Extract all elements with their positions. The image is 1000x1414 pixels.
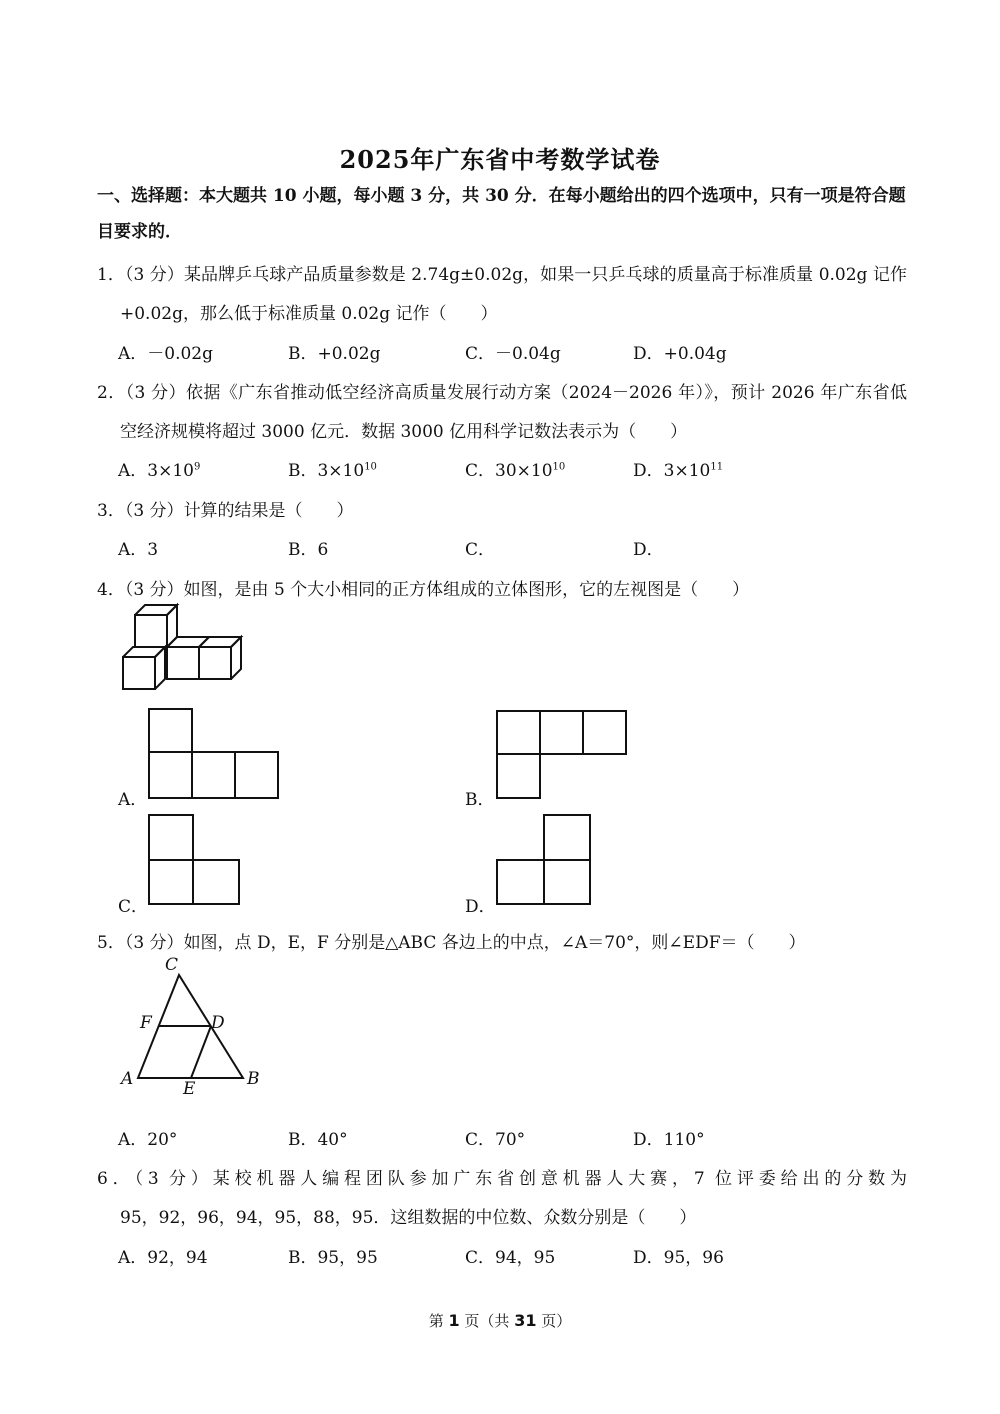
question-2-option-a: A．$3\times 10^9$ [118,461,201,481]
cube-back-row-2-side [231,637,241,679]
label-d: D [211,1013,225,1033]
page-title: 2025年广东省中考数学试卷 [339,145,661,174]
cube-top-front-face [135,615,167,647]
question-6-option-d: D．95，96 [633,1248,724,1268]
label-b: B [247,1069,260,1089]
question-1-option-a: A．－0.02g [118,344,214,364]
cube-front-face [123,657,155,689]
question-1-text: 某品牌乒乓球产品质量参数是 2.74g±0.02g，如果一只乒乓球的质量高于标准质量 0.02g 记作 [183,265,907,285]
question-3-option-c: C． [465,540,496,560]
question-5-score: （3 分） [124,933,184,953]
question-1-option-d: D．+0.04g [633,344,727,364]
question-4-text: 如图，是由 5 个大小相同的正方体组成的立体图形，它的左视图是（ ） [183,580,750,600]
option-c-view-figure [148,814,242,906]
option-a-square-2 [192,752,235,798]
question-4-option-b: B． [465,790,495,810]
question-1-score: （3 分） [124,265,184,285]
option-b-view-figure [496,710,628,800]
question-2-text: 依据《广东省推动低空经济高质量发展行动方案（2024－2026 年）》，预计 2026 年广东省低 [185,383,907,403]
question-6-score: （3 分） [134,1169,213,1189]
footer-prefix: 第 [428,1312,449,1330]
footer-total-pages: 31 [514,1311,537,1330]
option-c-square-2 [193,860,239,904]
option-b-square-1 [497,711,540,754]
question-6-option-a: A．92，94 [118,1248,208,1268]
question-1-option-c: C．－0.04g [465,344,561,364]
triangle-figure [115,950,275,1100]
question-1-option-b: B．+0.02g [288,344,381,364]
option-d-square-top [544,815,590,860]
question-2-score: （3 分） [125,383,186,403]
question-5-option-d: D．110° [633,1130,705,1150]
label-e: E [183,1079,196,1099]
question-3-option-a: A．3 [118,540,159,560]
question-4-number: 4． [97,580,125,600]
section-heading: 一、选择题：本大题共 10 小题，每小题 3 分，共 30 分．在每小题给出的四个选项中，只有一项是符合题目要求的． [97,186,906,242]
question-3-option-d: D． [633,540,664,560]
question-5-text: 如图，点 D，E，F 分别是△ABC 各边上的中点，∠A＝70°，则∠EDF＝（ ） [183,933,806,953]
question-3-score: （3 分） [124,501,184,521]
option-a-view-figure [148,708,280,800]
question-2-option-c: C．$30\times 10^{10}$ [465,461,566,481]
option-c-square-top [149,815,193,860]
question-1-line-1 [97,260,907,285]
footer-suffix: 页） [536,1312,572,1330]
option-b-square-2 [540,711,583,754]
cube-solid-figure [115,595,255,695]
question-6-number: 6． [97,1169,135,1189]
cube-back-row-1 [167,647,199,679]
cube-front-side-face [155,647,165,689]
question-6-option-b: B．95，95 [288,1248,378,1268]
label-f: F [140,1013,152,1033]
question-5-option-a: A．20° [118,1130,178,1150]
question-2-line-1 [97,378,907,403]
question-4-option-c: C． [118,897,149,917]
question-2-option-b: B．$3\times 10^{10}$ [288,461,377,481]
question-5-option-b: B．40° [288,1130,348,1150]
question-6-text: 某校机器人编程团队参加广东省创意机器人大赛，7 位评委给出的分数为 [212,1169,907,1189]
question-6-option-c: C．94，95 [465,1248,556,1268]
question-3-line-1 [97,496,354,521]
label-c: C [165,955,179,975]
footer-middle: 页（共 [459,1312,515,1330]
option-d-square-2 [544,860,590,904]
question-6-line-2: 95，92，96，94，95，88，95．这组数据的中位数、众数分别是（ ） [120,1208,697,1228]
label-a: A [121,1069,134,1089]
question-4-option-d: D． [465,897,496,917]
question-5-number: 5． [97,933,125,953]
question-1-line-2: +0.02g，那么低于标准质量 0.02g 记作（ ） [120,304,498,324]
footer-page-number: 1 [448,1311,460,1330]
question-6-line-1 [97,1164,907,1189]
question-2-line-2: 空经济规模将超过 3000 亿元．数据 3000 亿用科学记数法表示为（ ） [120,422,688,442]
cube-back-row-2 [199,647,231,679]
page-footer [0,1310,1000,1331]
option-d-square-1 [497,860,544,904]
option-a-square-top [149,709,192,752]
option-b-square-bottom [497,754,540,798]
question-2-number: 2． [97,383,126,403]
option-a-square-3 [235,752,278,798]
question-3-text: 计算的结果是（ ） [183,501,354,521]
question-4-option-a: A． [118,790,148,810]
option-b-square-3 [583,711,626,754]
midline-de [191,1026,211,1078]
option-c-square-1 [149,860,193,904]
question-4-score: （3 分） [124,580,184,600]
question-3-number: 3． [97,501,125,521]
option-a-square-1 [149,752,192,798]
question-3-option-b: B．6 [288,540,329,560]
question-1-number: 1． [97,265,125,285]
question-2-option-d: D．$3\times 10^{11}$ [633,461,724,481]
option-d-view-figure [496,814,592,906]
question-5-option-c: C．70° [465,1130,526,1150]
